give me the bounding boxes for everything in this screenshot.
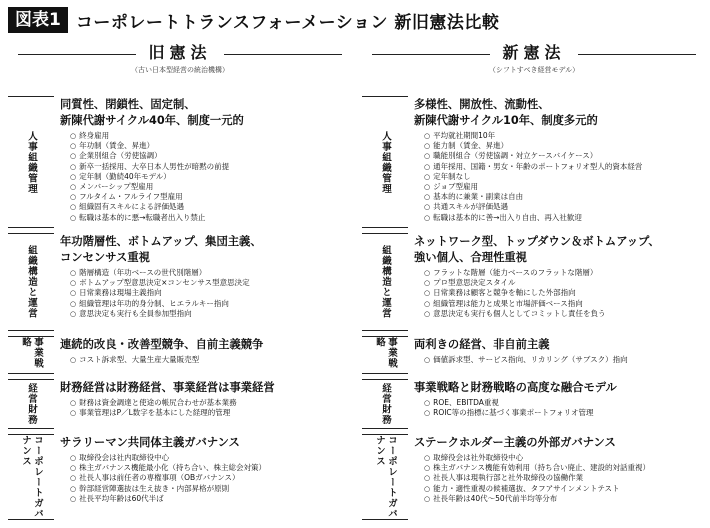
section-heading: 新陳代謝サイクル40年、制度一元的 xyxy=(60,114,244,127)
list-item: ○ 能力制（賃金、昇進） xyxy=(424,141,706,151)
list-item: ○ 価値訴求型、サービス指向、リカリング（サブスク）指向 xyxy=(424,355,706,365)
list-item: ○ 基本的に兼業・副業は自由 xyxy=(424,192,706,202)
category-text: 事業戦略 xyxy=(20,337,43,369)
list-item: ○ ジョブ型雇用 xyxy=(424,182,706,192)
list-item: ○ フルタイム・フルライフ型雇用 xyxy=(70,192,352,202)
column-subtitle: （シフトすべき経営モデル） xyxy=(488,66,580,74)
section-heading: 新陳代謝サイクル10年、制度多元的 xyxy=(414,114,598,127)
list-item: ○ 意思決定も実行も全員参加型指向 xyxy=(70,309,352,319)
item-list xyxy=(424,355,706,365)
section-business-strategy xyxy=(362,336,706,374)
list-item: ○ 組織固有スキルによる評価処遇 xyxy=(70,202,352,212)
section-management-finance xyxy=(8,379,352,429)
section-content xyxy=(54,96,352,228)
item-list xyxy=(70,453,352,504)
list-item: ○ 組織管理は能力と成果と市場評価ベース指向 xyxy=(424,299,706,309)
figure-label: 図表1 xyxy=(8,7,68,33)
category-text: コーポレートガバナンス xyxy=(374,435,397,519)
section-heading: 財務経営は財務経営、事業経営は事業経営 xyxy=(60,381,275,394)
list-item: ○ 日常業務は現場主義指向 xyxy=(70,288,352,298)
list-item: ○ 能力・適性重視の候補選抜、タフアサインメントテスト xyxy=(424,484,706,494)
section-content xyxy=(408,233,706,331)
list-item: ○ 株主ガバナンス機能有効利用（持ち合い廃止、建設的対話重視） xyxy=(424,463,706,473)
item-list xyxy=(70,355,352,365)
column-title: 旧憲法 xyxy=(148,43,212,62)
list-item: ○ 社長人事は現執行部と社外取締役の協働作業 xyxy=(424,473,706,483)
section-content xyxy=(408,379,706,429)
list-item: ○ 新卒一括採用、大卒日本人男性が暗黙の前提 xyxy=(70,162,352,172)
list-item: ○ 定年制なし xyxy=(424,172,706,182)
column-header xyxy=(362,40,706,76)
list-item: ○ 組織管理は年功的身分制、ヒエラルキー指向 xyxy=(70,299,352,309)
list-item: ○ ROE、EBITDA重視 xyxy=(424,398,706,408)
item-list xyxy=(424,131,706,223)
section-heading: 同質性、閉鎖性、固定制、 xyxy=(60,98,196,111)
column-subtitle: （古い日本型経営の統治機構） xyxy=(131,66,229,74)
section-content xyxy=(54,379,352,429)
category-text: 人事組織管理 xyxy=(380,130,391,194)
section-content xyxy=(54,233,352,331)
header-rule xyxy=(18,54,136,55)
category-text: 組織構造と運営 xyxy=(380,245,391,319)
section-heading: 事業戦略と財務戦略の高度な融合モデル xyxy=(414,381,617,394)
list-item: ○ 意思決定も実行も個人としてコミットし責任を負う xyxy=(424,309,706,319)
list-item: ○ コスト訴求型、大量生産大量販売型 xyxy=(70,355,352,365)
list-item: ○ 取締役会は社外取締役中心 xyxy=(424,453,706,463)
section-org-structure xyxy=(8,233,352,331)
category-text: 経営財務 xyxy=(380,383,391,425)
list-item: ○ メンバーシップ型雇用 xyxy=(70,182,352,192)
item-list xyxy=(424,268,706,319)
old-constitution-column xyxy=(8,40,352,519)
category-label xyxy=(8,96,54,228)
section-content xyxy=(54,336,352,374)
category-text: 人事組織管理 xyxy=(26,130,37,194)
new-constitution-column xyxy=(362,40,706,519)
section-heading: 年功階層性、ボトムアップ、集団主義、 xyxy=(60,235,262,248)
category-label xyxy=(362,379,408,429)
figure-title: コーポレートトランスフォーメーション 新旧憲法比較 xyxy=(75,12,500,33)
list-item: ○ 財務は資金調達と使途の帳尻合わせが基本業務 xyxy=(70,398,352,408)
section-management-finance xyxy=(362,379,706,429)
list-item: ○ 事業管理はP／L数字を基本にした経理的管理 xyxy=(70,408,352,418)
section-business-strategy xyxy=(8,336,352,374)
section-heading: ステークホルダー主義の外部ガバナンス xyxy=(414,436,616,449)
list-item: ○ フラットな階層（能力ベースのフラットな階層） xyxy=(424,268,706,278)
section-heading: 強い個人、合理性重視 xyxy=(414,251,527,264)
section-heading: ネットワーク型、トップダウン＆ボトムアップ、 xyxy=(414,235,660,248)
column-title: 新憲法 xyxy=(502,43,566,62)
list-item: ○ 株主ガバナンス機能最小化（持ち合い、株主総会対策） xyxy=(70,463,352,473)
list-item: ○ 階層構造（年功ベースの世代別階層） xyxy=(70,268,352,278)
list-item: ○ 平均就社期間10年 xyxy=(424,131,706,141)
header-rule xyxy=(224,54,342,55)
section-content xyxy=(408,434,706,520)
list-item: ○ 共通スキルが評価処遇 xyxy=(424,202,706,212)
figure-header xyxy=(8,6,499,34)
section-heading: サラリーマン共同体主義ガバナンス xyxy=(60,436,240,449)
column-header xyxy=(8,40,352,76)
category-label xyxy=(362,336,408,374)
section-hr-organization xyxy=(8,96,352,228)
category-text: 事業戦略 xyxy=(374,337,397,369)
item-list xyxy=(70,398,352,418)
section-heading: 両利きの経営、非自前主義 xyxy=(414,338,550,351)
list-item: ○ 職能別組合（労使協調・対立ケースバイケース） xyxy=(424,151,706,161)
list-item: ○ プロ型意思決定スタイル xyxy=(424,278,706,288)
category-label xyxy=(362,434,408,520)
category-label xyxy=(8,379,54,429)
category-label xyxy=(362,233,408,331)
list-item: ○ 終身雇用 xyxy=(70,131,352,141)
section-org-structure xyxy=(362,233,706,331)
section-content xyxy=(408,336,706,374)
section-corporate-governance xyxy=(362,434,706,520)
list-item: ○ 社長人事は前任者の専権事項（OBガバナンス） xyxy=(70,473,352,483)
category-label xyxy=(362,96,408,228)
list-item: ○ 幹部経営陣選抜は生え抜き・内部昇格が原則 xyxy=(70,484,352,494)
list-item: ○ ボトムアップ型意思決定×コンセンサス型意思決定 xyxy=(70,278,352,288)
list-item: ○ 社長年齢は40代〜50代前半均等分布 xyxy=(424,494,706,504)
list-item: ○ 定年制（勤続40年モデル） xyxy=(70,172,352,182)
section-corporate-governance xyxy=(8,434,352,520)
category-label xyxy=(8,434,54,520)
list-item: ○ 社長平均年齢は60代半ば xyxy=(70,494,352,504)
section-hr-organization xyxy=(362,96,706,228)
item-list xyxy=(424,398,706,418)
section-heading: 多様性、開放性、流動性、 xyxy=(414,98,550,111)
list-item: ○ 通年採用、国籍・男女・年齢のポートフォリオ型人的資本経営 xyxy=(424,162,706,172)
section-heading: 連続的改良・改善型競争、自前主義競争 xyxy=(60,338,264,351)
list-item: ○ 企業別組合（労使協調） xyxy=(70,151,352,161)
list-item: ○ 転職は基本的に善→出入り自由、再入社歓迎 xyxy=(424,213,706,223)
category-text: コーポレートガバナンス xyxy=(20,435,43,519)
header-rule xyxy=(372,54,490,55)
list-item: ○ 取締役会は社内取締役中心 xyxy=(70,453,352,463)
list-item: ○ 年功制（賃金、昇進） xyxy=(70,141,352,151)
section-content xyxy=(54,434,352,520)
list-item: ○ 転職は基本的に悪→転職者出入り禁止 xyxy=(70,213,352,223)
item-list xyxy=(70,131,352,223)
header-rule xyxy=(578,54,696,55)
category-label xyxy=(8,336,54,374)
category-text: 組織構造と運営 xyxy=(26,245,37,319)
category-label xyxy=(8,233,54,331)
list-item: ○ ROIC等の指標に基づく事業ポートフォリオ管理 xyxy=(424,408,706,418)
item-list xyxy=(70,268,352,319)
list-item: ○ 日常業務は顧客と競争を軸にした外部指向 xyxy=(424,288,706,298)
category-text: 経営財務 xyxy=(26,383,37,425)
section-content xyxy=(408,96,706,228)
item-list xyxy=(424,453,706,504)
section-heading: コンセンサス重視 xyxy=(60,251,150,264)
